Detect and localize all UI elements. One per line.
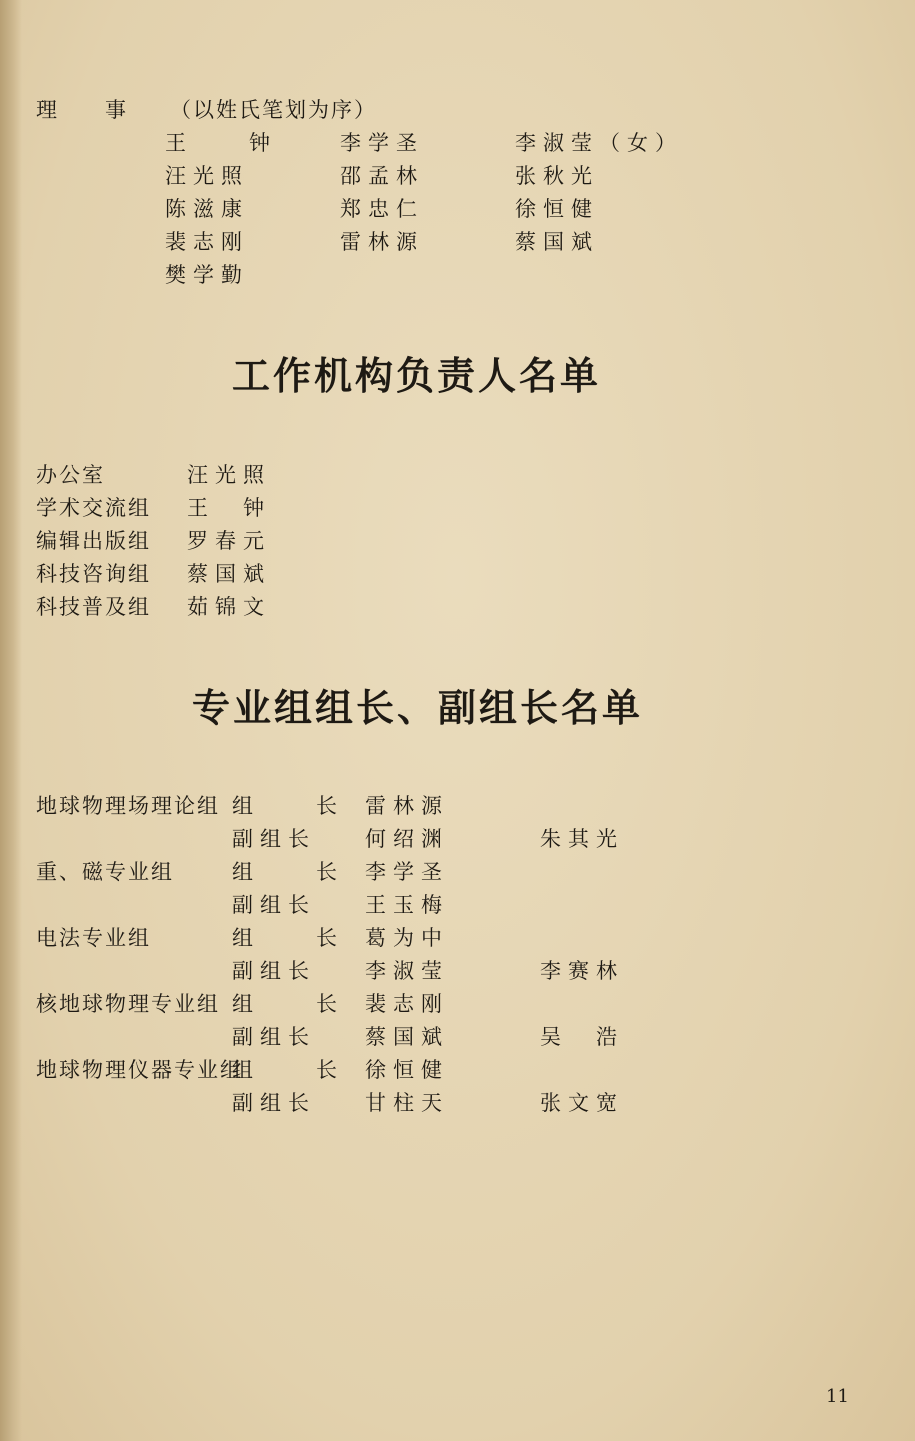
director-name: 蔡国斌 (515, 230, 599, 254)
office-head: 王 钟 (187, 496, 271, 520)
director-name: 郑忠仁 (340, 197, 424, 221)
groups-title: 专业组组长、副组长名单 (192, 685, 644, 730)
group-leader: 雷林源 (365, 794, 449, 818)
group-role: 副组长 (232, 893, 316, 917)
director-name: 樊学勤 (165, 263, 249, 287)
group-leader: 吴 浩 (540, 1025, 624, 1049)
offices-title: 工作机构负责人名单 (232, 353, 602, 398)
group-name: 地球物理仪器专业组 (36, 1058, 243, 1082)
group-role: 组 长 (232, 794, 344, 818)
group-leader: 葛为中 (365, 926, 449, 950)
directors-note: （以姓氏笔划为序） (170, 98, 377, 122)
office-head: 罗春元 (187, 529, 271, 553)
office-head: 蔡国斌 (187, 562, 271, 586)
office-head: 茹锦文 (187, 595, 271, 619)
page-spine-shadow (0, 0, 22, 1441)
group-leader: 裴志刚 (365, 992, 449, 1016)
office-name: 编辑出版组 (36, 529, 151, 553)
group-leader: 李淑莹 (365, 959, 449, 983)
group-leader: 张文宽 (540, 1091, 624, 1115)
group-name: 核地球物理专业组 (36, 992, 220, 1016)
group-name: 电法专业组 (36, 926, 151, 950)
group-name: 重、磁专业组 (36, 860, 174, 884)
group-leader: 甘柱天 (365, 1091, 449, 1115)
group-leader: 朱其光 (540, 827, 624, 851)
director-name: 徐恒健 (515, 197, 599, 221)
director-name: 雷林源 (340, 230, 424, 254)
group-role: 副组长 (232, 827, 316, 851)
director-name: 邵孟林 (340, 164, 424, 188)
page-number: 11 (826, 1386, 849, 1407)
director-name: 汪光照 (165, 164, 249, 188)
group-role: 副组长 (232, 1025, 316, 1049)
director-name: 裴志刚 (165, 230, 249, 254)
director-name: 王 钟 (165, 131, 277, 155)
director-name: 李淑莹（女） (515, 131, 683, 155)
group-leader: 徐恒健 (365, 1058, 449, 1082)
group-role: 副组长 (232, 1091, 316, 1115)
office-name: 办公室 (36, 463, 105, 487)
group-leader: 王玉梅 (365, 893, 449, 917)
group-leader: 何绍渊 (365, 827, 449, 851)
office-name: 科技普及组 (36, 595, 151, 619)
directors-label: 理 事 (36, 98, 128, 122)
office-name: 科技咨询组 (36, 562, 151, 586)
director-name: 李学圣 (340, 131, 424, 155)
group-role: 组 长 (232, 926, 344, 950)
group-name: 地球物理场理论组 (36, 794, 220, 818)
group-role: 组 长 (232, 992, 344, 1016)
group-leader: 李学圣 (365, 860, 449, 884)
office-head: 汪光照 (187, 463, 271, 487)
office-name: 学术交流组 (36, 496, 151, 520)
director-name: 陈滋康 (165, 197, 249, 221)
group-leader: 蔡国斌 (365, 1025, 449, 1049)
group-role: 副组长 (232, 959, 316, 983)
group-role: 组 长 (232, 860, 344, 884)
group-role: 组 长 (232, 1058, 344, 1082)
group-leader: 李赛林 (540, 959, 624, 983)
director-name: 张秋光 (515, 164, 599, 188)
